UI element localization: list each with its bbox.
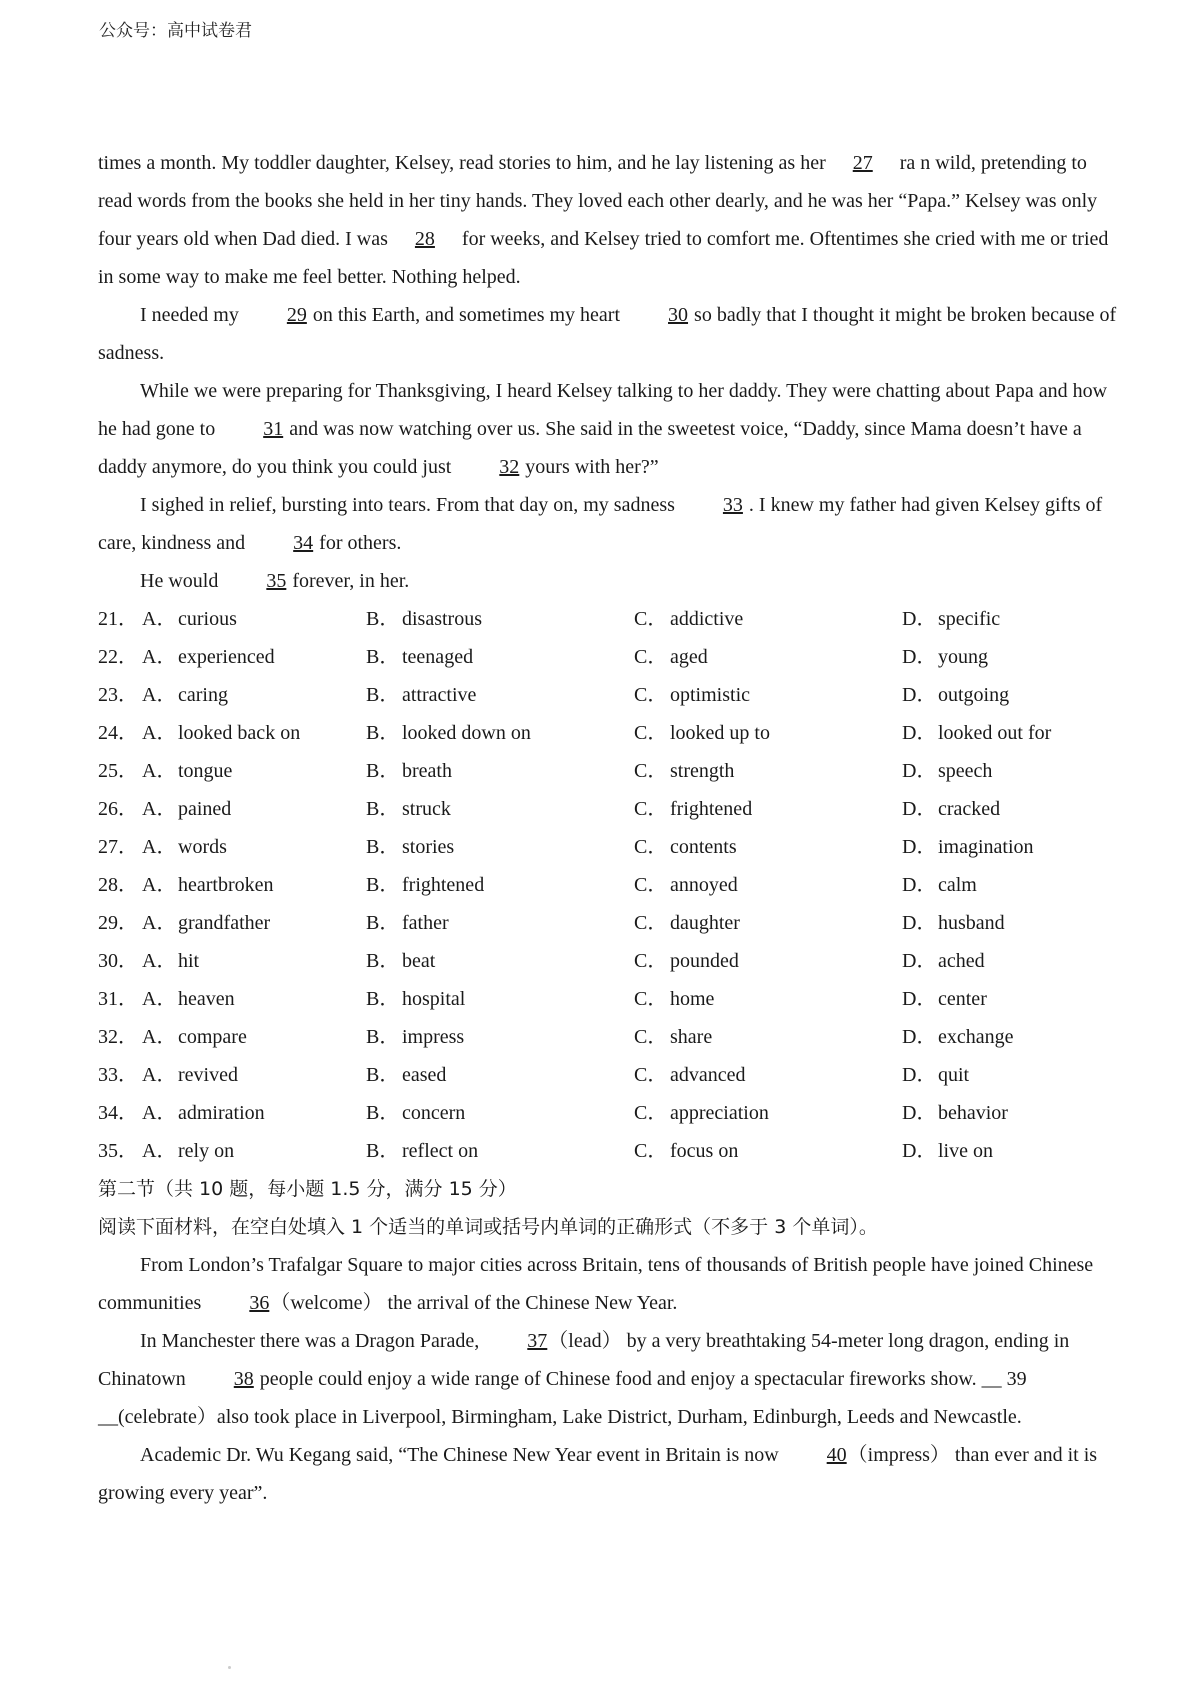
option-letter: A． xyxy=(142,608,177,630)
paragraph xyxy=(98,1246,1118,1322)
question-number: 28． xyxy=(98,874,138,896)
option-cell xyxy=(98,980,366,1018)
option-letter: B． xyxy=(366,950,400,972)
option-text: grandfather xyxy=(178,912,271,934)
option-letter: B． xyxy=(366,1140,400,1162)
paragraph-text: yours with her?” xyxy=(520,456,659,478)
option-cell xyxy=(366,942,634,980)
cloze-passage xyxy=(98,144,1118,600)
option-letter: B． xyxy=(366,608,400,630)
option-text: disastrous xyxy=(402,608,482,630)
option-text: impress xyxy=(402,1026,465,1048)
option-cell xyxy=(634,828,902,866)
question-row xyxy=(98,828,1118,866)
option-cell xyxy=(98,1056,366,1094)
paragraph xyxy=(98,296,1118,372)
question-number: 25． xyxy=(98,760,138,782)
option-letter: B． xyxy=(366,874,400,896)
option-cell xyxy=(902,904,1118,942)
option-letter: D． xyxy=(902,684,937,706)
option-cell xyxy=(366,714,634,752)
option-text: concern xyxy=(402,1102,466,1124)
paragraph-text: . I knew my father had given Kelsey gifts of care, kindness and xyxy=(98,494,1103,554)
paragraph xyxy=(98,144,1118,296)
option-text: cracked xyxy=(938,798,1001,820)
question-row xyxy=(98,942,1118,980)
option-text: ached xyxy=(938,950,985,972)
option-cell xyxy=(98,752,366,790)
option-text: compare xyxy=(178,1026,247,1048)
option-cell xyxy=(634,638,902,676)
option-letter: B． xyxy=(366,1026,400,1048)
option-letter: C． xyxy=(634,988,668,1010)
option-text: strength xyxy=(670,760,735,782)
paragraph-text: He would xyxy=(140,570,224,592)
question-row xyxy=(98,714,1118,752)
option-text: frightened xyxy=(670,798,753,820)
paragraph xyxy=(98,1436,1118,1512)
option-text: experienced xyxy=(178,646,275,668)
option-cell xyxy=(634,714,902,752)
option-letter: C． xyxy=(634,874,668,896)
section2-instruction: 阅读下面材料，在空白处填入 1 个适当的单词或括号内单词的正确形式（不多于 3 个单词）。 xyxy=(98,1216,878,1238)
question-number: 35． xyxy=(98,1140,138,1162)
question-number: 23． xyxy=(98,684,138,706)
option-cell xyxy=(634,1018,902,1056)
option-cell xyxy=(98,1018,366,1056)
question-number: 30． xyxy=(98,950,138,972)
paragraph-text: （lead） by a very breathtaking 54-meter long dragon, ending in Chinatown xyxy=(98,1330,1070,1390)
option-text: optimistic xyxy=(670,684,750,706)
question-row xyxy=(98,866,1118,904)
option-letter: C． xyxy=(634,722,668,744)
option-text: pained xyxy=(178,798,232,820)
question-row xyxy=(98,1056,1118,1094)
option-letter: B． xyxy=(366,760,400,782)
option-text: focus on xyxy=(670,1140,739,1162)
option-cell xyxy=(366,1094,634,1132)
option-letter: C． xyxy=(634,646,668,668)
grammar-fill-passage xyxy=(98,1246,1118,1512)
option-text: heartbroken xyxy=(178,874,274,896)
question-number: 31． xyxy=(98,988,138,1010)
option-letter: D． xyxy=(902,988,937,1010)
option-letter: A． xyxy=(142,684,177,706)
option-letter: D． xyxy=(902,722,937,744)
option-text: outgoing xyxy=(938,684,1010,706)
option-letter: A． xyxy=(142,760,177,782)
option-letter: C． xyxy=(634,798,668,820)
option-letter: D． xyxy=(902,836,937,858)
option-letter: C． xyxy=(634,1064,668,1086)
watermark-text: 公众号：高中试卷君 xyxy=(99,21,252,41)
question-row xyxy=(98,790,1118,828)
paragraph-text: In Manchester there was a Dragon Parade, xyxy=(140,1330,485,1352)
option-text: teenaged xyxy=(402,646,474,668)
paragraph-text: so badly that I thought it might be broken because of sadness. xyxy=(98,304,1117,364)
option-letter: D． xyxy=(902,1026,937,1048)
blank-27: 27 xyxy=(852,152,873,174)
option-text: quit xyxy=(938,1064,970,1086)
option-cell xyxy=(634,676,902,714)
question-row xyxy=(98,600,1118,638)
option-text: tongue xyxy=(178,760,233,782)
option-letter: A． xyxy=(142,722,177,744)
question-number: 21． xyxy=(98,608,138,630)
option-text: aged xyxy=(670,646,708,668)
option-letter: A． xyxy=(142,874,177,896)
option-cell xyxy=(634,904,902,942)
question-row xyxy=(98,980,1118,1018)
option-text: pounded xyxy=(670,950,739,972)
question-number: 29． xyxy=(98,912,138,934)
option-cell xyxy=(634,980,902,1018)
option-cell xyxy=(902,600,1118,638)
blank-32: 32 xyxy=(499,456,520,478)
option-cell xyxy=(98,904,366,942)
option-letter: D． xyxy=(902,1064,937,1086)
blank-40: 40 xyxy=(826,1444,847,1466)
question-row xyxy=(98,1132,1118,1170)
option-cell xyxy=(902,676,1118,714)
option-cell xyxy=(634,1056,902,1094)
question-number: 24． xyxy=(98,722,138,744)
option-cell xyxy=(98,676,366,714)
option-text: share xyxy=(670,1026,713,1048)
option-cell xyxy=(366,790,634,828)
option-letter: A． xyxy=(142,836,177,858)
option-letter: B． xyxy=(366,988,400,1010)
option-cell xyxy=(902,1094,1118,1132)
option-text: attractive xyxy=(402,684,477,706)
paragraph-text: times a month. My toddler daughter, Kelsey, read stories to him, and he lay listening as her xyxy=(98,152,831,174)
option-text: addictive xyxy=(670,608,744,630)
option-cell xyxy=(634,866,902,904)
option-cell xyxy=(366,866,634,904)
paragraph-text: From London’s Trafalgar Square to major cities across Britain, tens of thousands of British people have joined Chinese communities xyxy=(98,1254,1094,1314)
option-text: husband xyxy=(938,912,1005,934)
option-cell xyxy=(98,790,366,828)
question-row xyxy=(98,1094,1118,1132)
question-number: 26． xyxy=(98,798,138,820)
option-letter: D． xyxy=(902,912,937,934)
option-cell xyxy=(98,1094,366,1132)
option-cell xyxy=(98,638,366,676)
option-letter: C． xyxy=(634,760,668,782)
paragraph-text: I sighed in relief, bursting into tears. From that day on, my sadness xyxy=(140,494,680,516)
option-cell xyxy=(366,600,634,638)
question-number: 22． xyxy=(98,646,138,668)
paragraph-text: for weeks, and Kelsey tried to comfort me. Oftentimes she cried with me or tried in some way to make me feel better. Nothing helped. xyxy=(98,228,1109,288)
options-table xyxy=(98,600,1118,1170)
option-text: stories xyxy=(402,836,455,858)
option-letter: D． xyxy=(902,608,937,630)
option-letter: A． xyxy=(142,912,177,934)
option-letter: D． xyxy=(902,646,937,668)
question-number: 27． xyxy=(98,836,138,858)
option-cell xyxy=(98,714,366,752)
option-text: imagination xyxy=(938,836,1034,858)
option-letter: D． xyxy=(902,1102,937,1124)
option-letter: D． xyxy=(902,798,937,820)
option-letter: B． xyxy=(366,836,400,858)
option-cell xyxy=(902,714,1118,752)
option-text: revived xyxy=(178,1064,238,1086)
option-text: looked up to xyxy=(670,722,770,744)
option-cell xyxy=(366,980,634,1018)
option-cell xyxy=(902,790,1118,828)
paragraph-text: and was now watching over us. She said in the sweetest voice, “Daddy, since Mama doesn’t have a daddy anymore, do you think you could just xyxy=(98,418,1082,478)
option-cell xyxy=(634,790,902,828)
option-text: live on xyxy=(938,1140,993,1162)
option-cell xyxy=(366,676,634,714)
option-letter: A． xyxy=(142,1140,177,1162)
option-letter: B． xyxy=(366,912,400,934)
option-letter: D． xyxy=(902,874,937,896)
option-text: behavior xyxy=(938,1102,1008,1124)
option-letter: A． xyxy=(142,798,177,820)
option-cell xyxy=(902,866,1118,904)
option-letter: C． xyxy=(634,836,668,858)
option-text: looked down on xyxy=(402,722,531,744)
paragraph xyxy=(98,486,1118,562)
option-text: caring xyxy=(178,684,228,706)
option-text: daughter xyxy=(670,912,740,934)
option-text: calm xyxy=(938,874,977,896)
blank-38: 38 xyxy=(233,1368,254,1390)
option-cell xyxy=(366,904,634,942)
option-letter: B． xyxy=(366,1064,400,1086)
option-text: appreciation xyxy=(670,1102,769,1124)
paragraph-text: for others. xyxy=(314,532,402,554)
option-text: annoyed xyxy=(670,874,738,896)
option-cell xyxy=(98,828,366,866)
exam-content xyxy=(98,144,1118,1512)
option-cell xyxy=(366,1018,634,1056)
paragraph-text: While we were preparing for Thanksgiving, I heard Kelsey talking to her daddy. They were chatting about Papa and how he had gone to xyxy=(98,380,1108,440)
option-text: specific xyxy=(938,608,1001,630)
option-letter: A． xyxy=(142,1064,177,1086)
option-letter: A． xyxy=(142,988,177,1010)
option-letter: A． xyxy=(142,1102,177,1124)
option-cell xyxy=(902,828,1118,866)
paragraph-text: Academic Dr. Wu Kegang said, “The Chinese New Year event in Britain is now xyxy=(140,1444,784,1466)
option-text: contents xyxy=(670,836,737,858)
paragraph-text: ra n wild, pretending to read words from the books she held in her tiny hands. They loved each other dearly, and he was her “Papa.” Kelsey was only four years old when Dad died. I was xyxy=(98,152,1098,250)
paragraph-text: on this Earth, and sometimes my heart xyxy=(307,304,626,326)
option-cell xyxy=(902,1132,1118,1170)
blank-34: 34 xyxy=(293,532,314,554)
blank-31: 31 xyxy=(263,418,284,440)
question-row xyxy=(98,676,1118,714)
option-text: speech xyxy=(938,760,993,782)
option-cell xyxy=(902,980,1118,1018)
blank-30: 30 xyxy=(668,304,689,326)
option-cell xyxy=(366,1056,634,1094)
option-cell xyxy=(98,1132,366,1170)
option-text: advanced xyxy=(670,1064,746,1086)
option-cell xyxy=(902,942,1118,980)
option-cell xyxy=(98,942,366,980)
option-cell xyxy=(902,752,1118,790)
option-letter: C． xyxy=(634,684,668,706)
paragraph xyxy=(98,372,1118,486)
question-row xyxy=(98,904,1118,942)
option-cell xyxy=(634,942,902,980)
option-text: hospital xyxy=(402,988,466,1010)
option-cell xyxy=(634,752,902,790)
paragraph-text: forever, in her. xyxy=(287,570,410,592)
option-text: rely on xyxy=(178,1140,235,1162)
option-letter: C． xyxy=(634,912,668,934)
option-letter: C． xyxy=(634,1140,668,1162)
option-text: young xyxy=(938,646,988,668)
option-letter: C． xyxy=(634,1026,668,1048)
option-letter: B． xyxy=(366,646,400,668)
option-letter: C． xyxy=(634,608,668,630)
option-cell xyxy=(366,1132,634,1170)
option-letter: C． xyxy=(634,950,668,972)
option-cell xyxy=(902,638,1118,676)
section2-heading: 第二节（共 10 题，每小题 1.5 分，满分 15 分） xyxy=(98,1178,517,1200)
option-text: breath xyxy=(402,760,452,782)
option-cell xyxy=(634,1132,902,1170)
option-text: looked back on xyxy=(178,722,301,744)
blank-33: 33 xyxy=(722,494,743,516)
option-cell xyxy=(634,1094,902,1132)
option-letter: B． xyxy=(366,798,400,820)
question-number: 32． xyxy=(98,1026,138,1048)
option-letter: D． xyxy=(902,950,937,972)
option-letter: D． xyxy=(902,760,937,782)
blank-28: 28 xyxy=(414,228,435,250)
option-text: reflect on xyxy=(402,1140,479,1162)
option-cell xyxy=(366,638,634,676)
blank-36: 36 xyxy=(249,1292,270,1314)
paragraph-text: （impress） than ever and it is growing every year”. xyxy=(98,1444,1098,1504)
option-text: admiration xyxy=(178,1102,265,1124)
question-number: 33． xyxy=(98,1064,138,1086)
question-row xyxy=(98,1018,1118,1056)
blank-37: 37 xyxy=(527,1330,548,1352)
option-cell xyxy=(98,600,366,638)
option-text: father xyxy=(402,912,449,934)
option-cell xyxy=(634,600,902,638)
option-text: frightened xyxy=(402,874,485,896)
option-text: looked out for xyxy=(938,722,1052,744)
option-cell xyxy=(366,828,634,866)
option-letter: A． xyxy=(142,1026,177,1048)
paragraph-text: people could enjoy a wide range of Chinese food and enjoy a spectacular fireworks show. __ 39 __(celebrate）also took place in Liverpool, Birmingham, Lake District, Durham, Edinburgh, Leeds and Newcastle. xyxy=(98,1368,1027,1428)
question-row xyxy=(98,752,1118,790)
option-letter: A． xyxy=(142,950,177,972)
option-cell xyxy=(902,1018,1118,1056)
option-letter: D． xyxy=(902,1140,937,1162)
option-text: hit xyxy=(178,950,200,972)
option-text: words xyxy=(178,836,227,858)
option-text: beat xyxy=(402,950,436,972)
question-row xyxy=(98,638,1118,676)
option-text: curious xyxy=(178,608,237,630)
paragraph-text: I needed my xyxy=(140,304,244,326)
option-cell xyxy=(366,752,634,790)
paragraph xyxy=(98,562,1118,600)
blank-35: 35 xyxy=(266,570,287,592)
footer-mark xyxy=(228,1666,231,1669)
option-text: struck xyxy=(402,798,451,820)
option-letter: A． xyxy=(142,646,177,668)
option-text: eased xyxy=(402,1064,447,1086)
option-text: heaven xyxy=(178,988,235,1010)
paragraph xyxy=(98,1322,1118,1436)
option-cell xyxy=(902,1056,1118,1094)
option-text: center xyxy=(938,988,987,1010)
question-number: 34． xyxy=(98,1102,138,1124)
option-cell xyxy=(98,866,366,904)
option-letter: B． xyxy=(366,684,400,706)
option-text: home xyxy=(670,988,715,1010)
option-letter: B． xyxy=(366,1102,400,1124)
option-letter: C． xyxy=(634,1102,668,1124)
paragraph-text: （welcome） the arrival of the Chinese New Year. xyxy=(270,1292,678,1314)
option-text: exchange xyxy=(938,1026,1014,1048)
blank-29: 29 xyxy=(286,304,307,326)
option-letter: B． xyxy=(366,722,400,744)
